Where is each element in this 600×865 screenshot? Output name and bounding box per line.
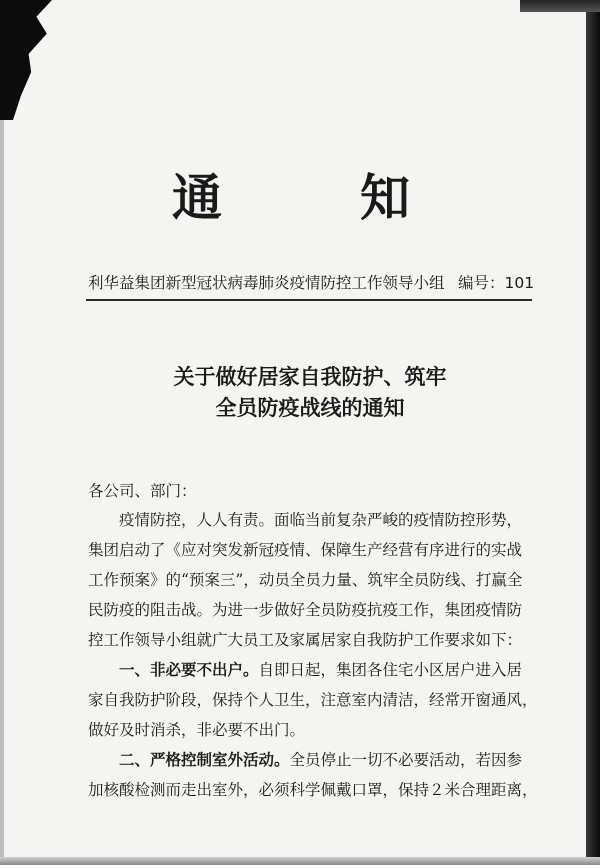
item-1-first-line [88, 655, 538, 685]
salutation: 各公司、部门： [88, 482, 197, 500]
paragraph-line: 集团启动了《应对突发新冠疫情、保障生产经营有序进行的实战 [88, 541, 523, 559]
issuing-organization: 利华益集团新型冠状病毒肺炎疫情防控工作领导小组 [88, 274, 445, 292]
paragraph-line: 疫情防控，人人有责。面临当前复杂严峻的疫情防控形势， [88, 511, 523, 529]
notice-title-line-1: 关于做好居家自我防护、筑牢 [173, 365, 447, 389]
scan-edge-top [520, 0, 600, 12]
paragraph-line: 家自我防护阶段，保持个人卫生，注意室内清洁，经常开窗通风， [88, 691, 538, 709]
scan-edge-top-left [0, 0, 52, 120]
item-2-first-line [88, 745, 538, 775]
heading-char-zhi: 知 [360, 168, 410, 227]
notice-title-line-2: 全员防疫战线的通知 [215, 396, 405, 420]
item-1-heading: 一、非必要不出户。 [88, 661, 259, 679]
paragraph-line: 做好及时消杀，非必要不出门。 [88, 721, 306, 739]
document-number: 编号：101 [458, 274, 535, 292]
heading-char-tong: 通 [172, 168, 222, 227]
paragraph-line: 工作预案》的“预案三”，动员全员力量、筑牢全员防线、打赢全 [88, 571, 523, 589]
scan-edge-bottom [0, 857, 600, 865]
item-2-text: 全员停止一切不必要活动，若因参 [289, 751, 523, 769]
scan-edge-left [0, 120, 4, 865]
header-rule [86, 299, 532, 301]
item-2-heading: 二、严格控制室外活动。 [88, 751, 290, 769]
scan-edge-right [586, 0, 600, 865]
item-1-text: 自即日起，集团各住宅小区居户进入居 [258, 661, 523, 679]
paragraph-line: 民防疫的阻击战。为进一步做好全员防疫抗疫工作，集团疫情防 [88, 601, 523, 619]
paragraph-line: 加核酸检测而走出室外，必须科学佩戴口罩，保持２米合理距离， [88, 781, 538, 799]
paragraph-line: 控工作领导小组就广大员工及家属居家自我防护工作要求如下： [88, 631, 523, 649]
